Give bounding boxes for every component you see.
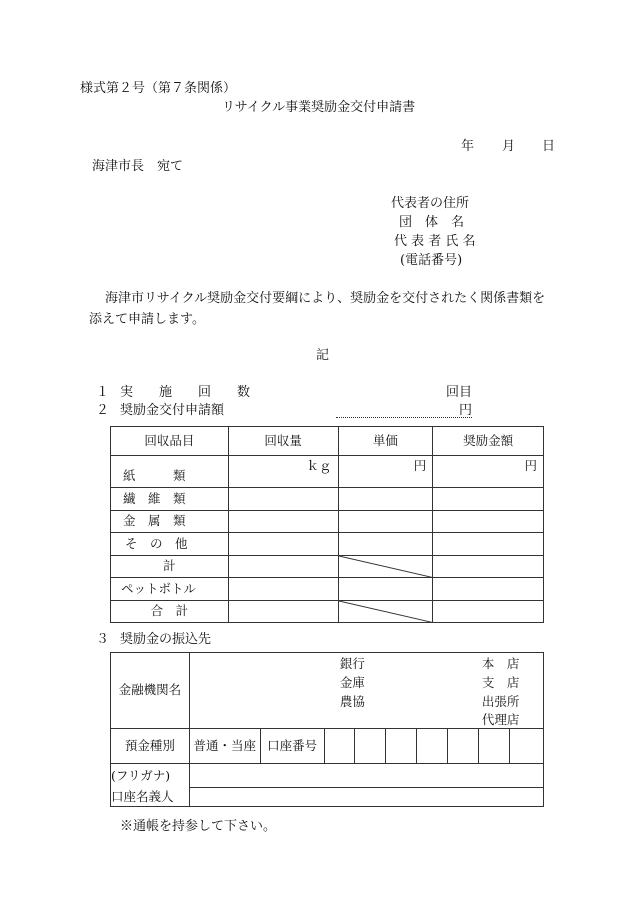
row-paper-label: 紙 類 bbox=[111, 456, 229, 488]
branch-type-main: 本 店 bbox=[481, 656, 520, 671]
account-digit-3[interactable] bbox=[386, 729, 417, 764]
note: ※通帳を持参して下さい。 bbox=[120, 819, 277, 834]
body-line-1: 海津市リサイクル奨励金交付要綱により、奨励金を交付されたく関係書類を bbox=[105, 291, 546, 306]
deposit-type-label: 預金種別 bbox=[111, 729, 190, 764]
account-digit-4[interactable] bbox=[417, 729, 448, 764]
item1-number: １ bbox=[96, 385, 110, 400]
date-day-label: 日 bbox=[542, 139, 556, 154]
account-digit-5[interactable] bbox=[448, 729, 479, 764]
bank-table bbox=[110, 652, 544, 807]
paper-amount-cell[interactable] bbox=[228, 456, 338, 488]
item2-number: ２ bbox=[96, 403, 110, 418]
date-year-label: 年 bbox=[461, 139, 475, 154]
furigana-cell[interactable] bbox=[189, 764, 543, 788]
metal-amount-cell[interactable] bbox=[228, 510, 338, 533]
item3-number: ３ bbox=[96, 632, 110, 647]
unit-yen-price: 円 bbox=[413, 458, 427, 473]
address-label: 代表者の住所 bbox=[391, 196, 470, 211]
pet-amount-cell[interactable] bbox=[228, 578, 338, 601]
row-other-label: そ の 他 bbox=[111, 533, 229, 556]
total-incentive-cell[interactable] bbox=[433, 600, 544, 623]
item2-amount-field[interactable] bbox=[336, 404, 472, 418]
addressee: 海津市長 宛て bbox=[92, 159, 184, 174]
bank-name-cell[interactable] bbox=[189, 653, 543, 729]
subtotal-price-diagonal bbox=[338, 555, 433, 578]
unit-yen-incentive: 円 bbox=[524, 458, 537, 473]
textile-amount-cell[interactable] bbox=[228, 488, 338, 511]
branch-type-agency: 代理店 bbox=[481, 712, 520, 727]
ki-heading: 記 bbox=[316, 348, 330, 363]
other-price-cell[interactable] bbox=[338, 533, 433, 556]
item1-label: 実 施 回 数 bbox=[120, 385, 251, 400]
header-unit-price: 単価 bbox=[338, 427, 433, 456]
total-amount-cell[interactable] bbox=[228, 600, 338, 623]
date-month-label: 月 bbox=[502, 139, 516, 154]
row-textile-label: 繊 維 類 bbox=[111, 488, 229, 511]
item2-label: 奨励金交付申請額 bbox=[120, 403, 225, 418]
item3-label: 奨励金の振込先 bbox=[120, 632, 212, 647]
phone-label: (電話番号) bbox=[400, 253, 463, 268]
group-name-label: 団 体 名 bbox=[399, 215, 465, 230]
row-metal-label: 金 属 類 bbox=[111, 510, 229, 533]
other-amount-cell[interactable] bbox=[228, 533, 338, 556]
form-number: 様式第２号（第７条関係） bbox=[80, 81, 237, 96]
representative-label: 代 表 者 氏 名 bbox=[394, 234, 476, 249]
collection-table bbox=[110, 426, 544, 623]
subtotal-incentive-cell[interactable] bbox=[433, 555, 544, 578]
row-pet-label: ペットボトル bbox=[111, 578, 229, 601]
textile-incentive-cell[interactable] bbox=[433, 488, 544, 511]
metal-incentive-cell[interactable] bbox=[433, 510, 544, 533]
account-holder-cell[interactable] bbox=[189, 788, 543, 807]
pet-price-cell[interactable] bbox=[338, 578, 433, 601]
metal-price-cell[interactable] bbox=[338, 510, 433, 533]
document-title: リサイクル事業奨励金交付申請書 bbox=[222, 100, 416, 115]
paper-price-cell[interactable] bbox=[338, 456, 433, 488]
header-amount: 回収量 bbox=[228, 427, 338, 456]
furigana-label: (フリガナ) bbox=[111, 764, 190, 788]
account-holder-label: 口座名義人 bbox=[111, 788, 190, 807]
row-subtotal-label: 計 bbox=[111, 555, 229, 578]
subtotal-amount-cell[interactable] bbox=[228, 555, 338, 578]
bank-name-label: 金融機関名 bbox=[111, 653, 190, 729]
account-digit-7[interactable] bbox=[510, 729, 544, 764]
account-digit-1[interactable] bbox=[324, 729, 355, 764]
row-total-label: 合 計 bbox=[111, 600, 229, 623]
pet-incentive-cell[interactable] bbox=[433, 578, 544, 601]
textile-price-cell[interactable] bbox=[338, 488, 433, 511]
bank-type-nokyo: 農協 bbox=[339, 694, 365, 709]
unit-kg: ｋｇ bbox=[306, 458, 332, 473]
account-digit-6[interactable] bbox=[479, 729, 510, 764]
header-item: 回収品目 bbox=[111, 427, 229, 456]
branch-type-branch: 支 店 bbox=[481, 675, 520, 690]
account-number-label: 口座番号 bbox=[260, 729, 324, 764]
body-line-2: 添えて申請します。 bbox=[89, 312, 205, 327]
other-incentive-cell[interactable] bbox=[433, 533, 544, 556]
paper-incentive-cell[interactable] bbox=[433, 456, 544, 488]
header-incentive: 奨励金額 bbox=[433, 427, 544, 456]
deposit-type-options[interactable]: 普通・当座 bbox=[189, 729, 260, 764]
item1-unit: 回目 bbox=[446, 385, 473, 400]
bank-type-bank: 銀行 bbox=[339, 656, 365, 671]
account-digit-2[interactable] bbox=[355, 729, 386, 764]
item2-unit: 円 bbox=[459, 403, 473, 418]
total-price-diagonal bbox=[338, 600, 433, 623]
branch-type-office: 出張所 bbox=[481, 694, 520, 709]
bank-type-kinko: 金庫 bbox=[339, 675, 365, 690]
